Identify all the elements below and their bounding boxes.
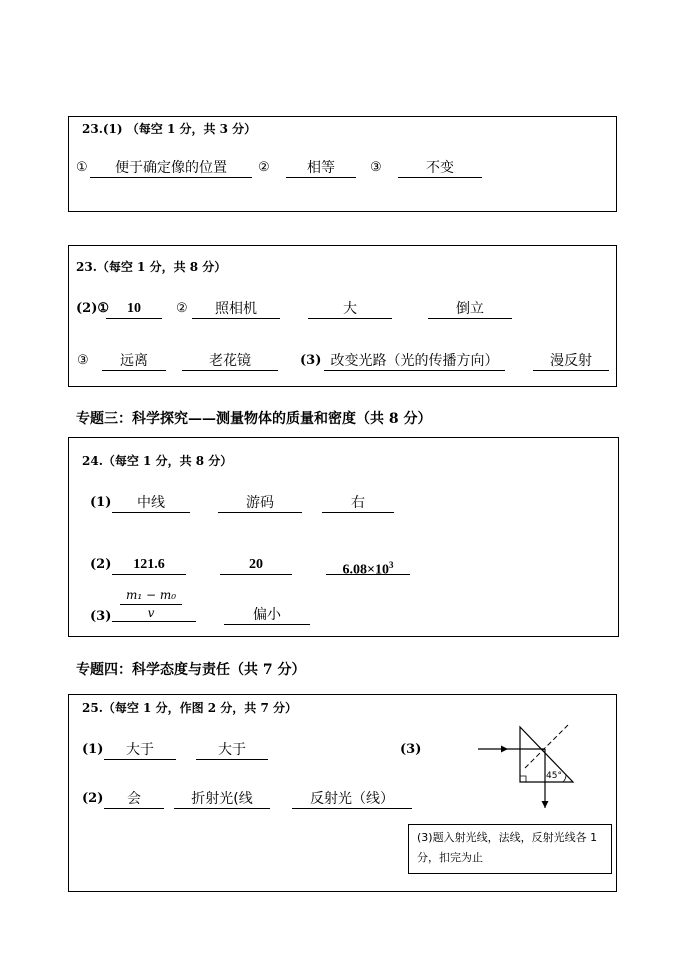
answer-24-4: 121.6 bbox=[112, 556, 186, 575]
answer-23-1: 便于确定像的位置 bbox=[90, 159, 252, 178]
answer-23b-3: 大 bbox=[308, 300, 392, 319]
normal-line bbox=[525, 725, 568, 768]
answer-23-3: 不变 bbox=[398, 159, 482, 178]
answer-24-8: 偏小 bbox=[224, 606, 310, 625]
q23-part2-header: 23.（每空 1 分，共 8 分） bbox=[76, 260, 227, 274]
q24-header: 24.（每空 1 分，共 8 分） bbox=[82, 454, 233, 468]
part-label-25-3: (3) bbox=[400, 742, 422, 757]
answer-23b-4: 倒立 bbox=[428, 300, 512, 319]
answer-24-6-base: 6.08×10 bbox=[342, 562, 389, 578]
optics-diagram bbox=[470, 720, 580, 812]
answer-23b-7: 改变光路（光的传播方向） bbox=[324, 352, 505, 371]
answer-24-2: 游码 bbox=[218, 494, 302, 513]
q23-part1-header: 23.(1) （每空 1 分，共 3 分） bbox=[82, 122, 257, 136]
marker-1: ① bbox=[76, 160, 88, 175]
answer-23b-2: 照相机 bbox=[192, 300, 280, 319]
angle-arc bbox=[563, 775, 566, 782]
q25-header: 25.（每空 1 分，作图 2 分，共 7 分） bbox=[82, 701, 297, 715]
right-angle-mark bbox=[520, 776, 526, 782]
fraction-numerator: m₁ − m₀ bbox=[120, 588, 182, 605]
answer-24-6 bbox=[326, 556, 410, 578]
part-label-23b-3: (3) bbox=[300, 353, 322, 368]
marker-2: ② bbox=[258, 160, 270, 175]
answer-23b-1: 10 bbox=[106, 300, 162, 319]
part-label-2-1: (2)① bbox=[76, 301, 110, 316]
density-formula-fraction bbox=[120, 588, 182, 620]
fraction-answer-line bbox=[112, 621, 196, 622]
marker-3: ③ bbox=[370, 160, 382, 175]
fraction-denominator: v bbox=[147, 606, 155, 620]
angle-label: 45° bbox=[546, 771, 562, 781]
answer-25-5: 反射光（线） bbox=[292, 790, 412, 809]
grading-note: (3)题入射光线，法线，反射光线各 1 分，扣完为止 bbox=[408, 824, 612, 874]
section-4-title: 专题四：科学态度与责任（共 7 分） bbox=[76, 662, 306, 678]
marker-23b-3: ③ bbox=[77, 353, 89, 368]
answer-23b-8: 漫反射 bbox=[533, 352, 609, 371]
part-label-25-2: (2) bbox=[82, 791, 104, 806]
answer-24-3: 右 bbox=[322, 494, 394, 513]
answer-24-5: 20 bbox=[220, 556, 292, 575]
answer-23b-5: 远离 bbox=[102, 352, 166, 371]
answer-25-3: 会 bbox=[104, 790, 164, 809]
part-label-24-3: (3) bbox=[90, 609, 112, 624]
answer-24-1: 中线 bbox=[112, 494, 190, 513]
section-3-title: 专题三：科学探究——测量物体的质量和密度（共 8 分） bbox=[76, 411, 432, 427]
answer-23b-6: 老花镜 bbox=[182, 352, 278, 371]
marker-23b-2: ② bbox=[176, 301, 188, 316]
answer-24-6-exponent: 3 bbox=[388, 560, 394, 570]
part-label-24-1: (1) bbox=[90, 495, 112, 510]
part-label-25-1: (1) bbox=[82, 742, 104, 757]
answer-25-2: 大于 bbox=[196, 741, 268, 760]
answer-23-2: 相等 bbox=[286, 159, 356, 178]
part-label-24-2: (2) bbox=[90, 557, 112, 572]
answer-25-4: 折射光(线 bbox=[174, 790, 270, 809]
answer-25-1: 大于 bbox=[104, 741, 176, 760]
